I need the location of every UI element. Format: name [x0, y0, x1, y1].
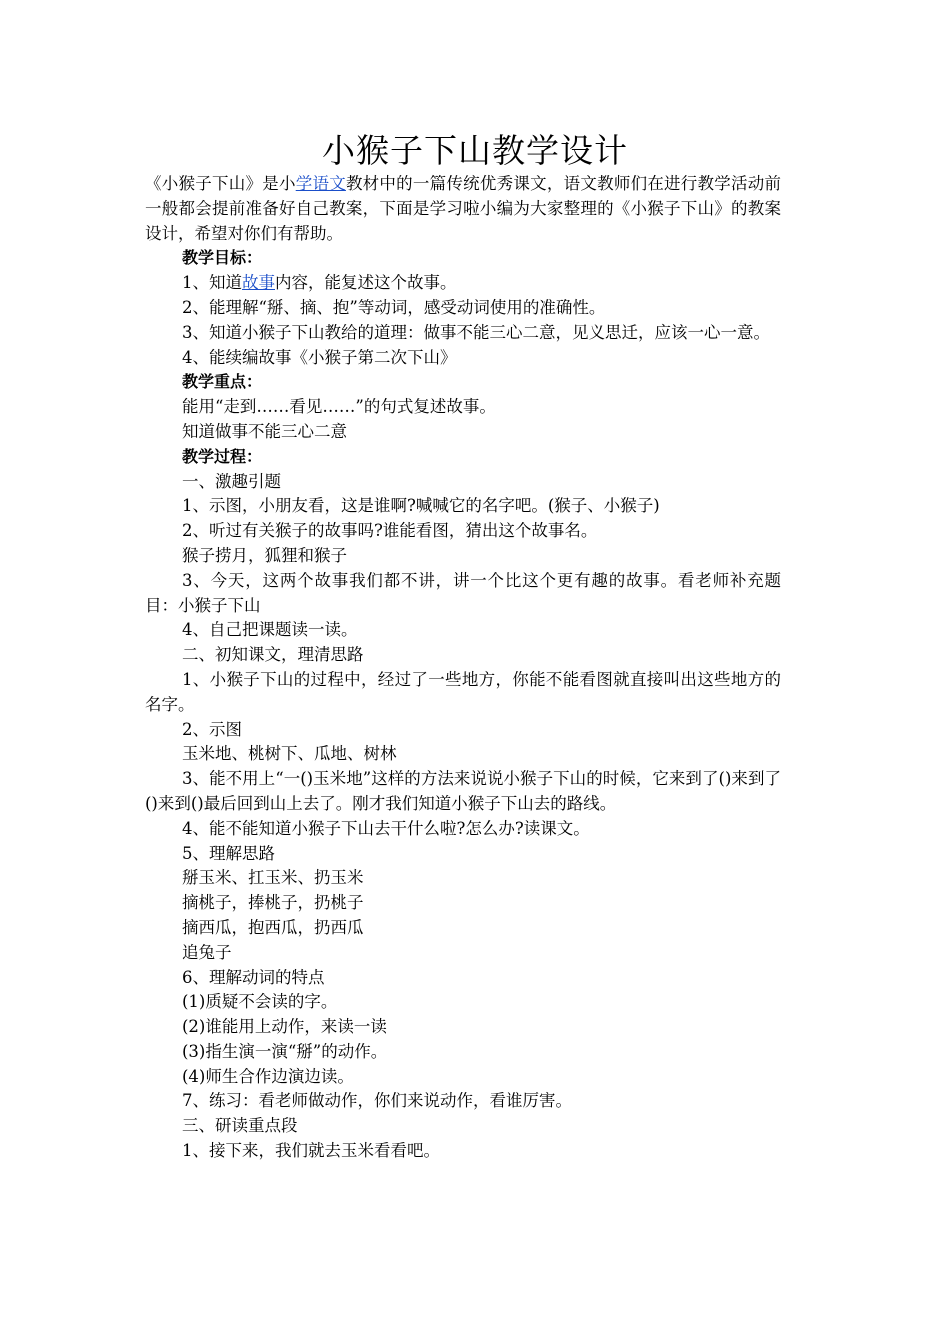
- process-line: 6、理解动词的特点: [182, 967, 325, 987]
- goals-heading: 教学目标：: [182, 248, 263, 268]
- process-line: (1)质疑不会读的字。: [182, 992, 338, 1012]
- focus-2: 知道做事不能三心二意: [182, 421, 347, 441]
- process-line: 三、研读重点段: [182, 1116, 298, 1136]
- process-line: 3、今天，这两个故事我们都不讲，讲一个比这个更有趣的故事。看老师补充题目：小猴子下山: [145, 570, 781, 615]
- process-line: (3)指生演一演“掰”的动作。: [182, 1041, 388, 1061]
- process-line: 3、能不用上“一()玉米地”这样的方法来说说小猴子下山的时候，它来到了()来到了()来到()最后回到山上去了。刚才我们知道小猴子下山去的路线。: [145, 769, 781, 813]
- goal-2: 2、能理解“掰、摘、抱”等动词，感受动词使用的准确性。: [182, 297, 606, 317]
- process-line: 1、示图，小朋友看，这是谁啊?喊喊它的名字吧。(猴子、小猴子): [182, 496, 660, 516]
- process-heading: 教学过程：: [182, 446, 263, 466]
- goal-1: 1、知道故事内容，能复述这个故事。: [182, 273, 457, 293]
- document-body: [145, 172, 781, 1164]
- intro-paragraph: 《小猴子下山》是小学语文教材中的一篇传统优秀课文，语文教师们在进行教学活动前一般都会提前准备好自己教案，下面是学习啦小编为大家整理的《小猴子下山》的教案设计，希望对你们有帮助。: [145, 174, 782, 243]
- process-line: (4)师生合作边演边读。: [182, 1066, 354, 1086]
- process-line: 一、激趣引题: [182, 471, 281, 491]
- focus-1: 能用“走到……看见……”的句式复述故事。: [182, 397, 496, 417]
- page-title: 小猴子下山教学设计: [322, 131, 628, 170]
- process-line: 猴子捞月，狐狸和猴子: [182, 545, 347, 565]
- process-line: 7、练习：看老师做动作，你们来说动作，看谁厉害。: [182, 1091, 572, 1111]
- process-line: 1、接下来，我们就去玉米看看吧。: [182, 1141, 440, 1161]
- link-gushi[interactable]: 故事: [242, 273, 275, 293]
- process-line: 掰玉米、扛玉米、扔玉米: [182, 868, 364, 888]
- process-line: 玉米地、桃树下、瓜地、树林: [182, 744, 397, 764]
- process-line: 二、初知课文，理清思路: [182, 645, 364, 665]
- process-line: 1、小猴子下山的过程中，经过了一些地方，你能不能看图就直接叫出这些地方的名字。: [145, 669, 781, 714]
- process-line: 4、能不能知道小猴子下山去干什么啦?怎么办?读课文。: [182, 818, 590, 838]
- goal-4: 4、能续编故事《小猴子第二次下山》: [182, 347, 457, 367]
- process-line: 摘桃子，捧桃子，扔桃子: [182, 893, 364, 913]
- process-line: 4、自己把课题读一读。: [182, 620, 358, 640]
- focus-heading: 教学重点：: [182, 372, 263, 392]
- process-line: 2、示图: [182, 719, 242, 739]
- process-line: 追兔子: [182, 942, 232, 962]
- link-yuwen[interactable]: 学语文: [295, 174, 346, 193]
- process-line: 2、听过有关猴子的故事吗?谁能看图，猜出这个故事名。: [182, 521, 598, 541]
- process-line: 5、理解思路: [182, 843, 275, 863]
- process-line: (2)谁能用上动作，来读一读: [182, 1017, 387, 1037]
- process-line: 摘西瓜，抱西瓜，扔西瓜: [182, 917, 364, 937]
- goal-3: 3、知道小猴子下山教给的道理：做事不能三心二意，见义思迁，应该一心一意。: [182, 322, 770, 342]
